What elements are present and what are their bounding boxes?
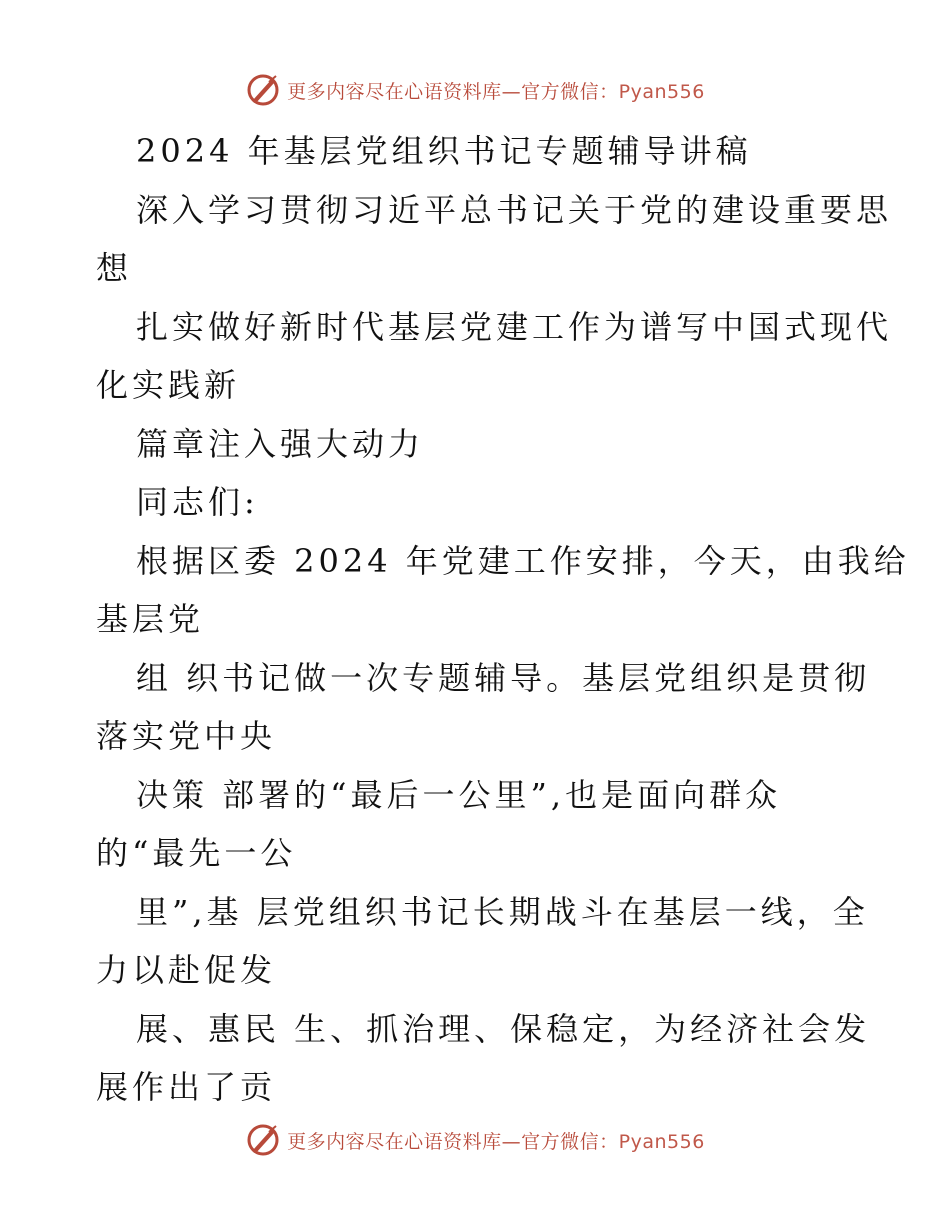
text-line: 同志们: xyxy=(136,483,259,521)
text-line: 篇章注入强大动力 xyxy=(136,424,425,463)
watermark-text: 更多内容尽在心语资料库—官方微信：Pyan556 xyxy=(287,1130,705,1153)
text-line: 力以赴促发 xyxy=(96,951,277,989)
header-watermark-banner xyxy=(0,70,950,110)
text-line: 深入学习贯彻习近平总书记关于党的建设重要思 xyxy=(136,190,893,229)
text-line: 里”,基 层党组织书记长期战斗在基层一线，全 xyxy=(136,892,869,931)
text-line: 的“最先一公 xyxy=(96,834,297,872)
text-line: 扎实做好新时代基层党建工作为谱写中国式现代 xyxy=(136,307,893,346)
text-line: 化实践新 xyxy=(96,366,241,404)
text-line: 落实党中央 xyxy=(96,717,277,755)
text-line: 基层党 xyxy=(96,600,205,638)
document-body xyxy=(96,122,910,1117)
wechat-id: Pyan556 xyxy=(618,80,705,103)
text-line: 展作出了贡 xyxy=(96,1068,277,1106)
text-line: 想 xyxy=(96,249,133,287)
document-title-line: 2024 年基层党组织书记专题辅导讲稿 xyxy=(136,132,752,170)
text-line: 组 织书记做一次专题辅导。基层党组织是贯彻 xyxy=(136,658,871,697)
quill-pen-logo-icon xyxy=(245,72,281,108)
quill-pen-logo-icon xyxy=(245,1122,281,1158)
footer-watermark-banner xyxy=(0,1120,950,1160)
watermark-text: 更多内容尽在心语资料库—官方微信：Pyan556 xyxy=(287,80,705,103)
text-line: 决策 部署的“最后一公里”,也是面向群众 xyxy=(136,775,782,814)
text-line: 展、惠民 生、抓治理、保稳定，为经济社会发 xyxy=(136,1009,871,1048)
wechat-id: Pyan556 xyxy=(618,1130,705,1153)
text-line: 根据区委 2024 年党建工作安排，今天，由我给 xyxy=(136,541,910,580)
